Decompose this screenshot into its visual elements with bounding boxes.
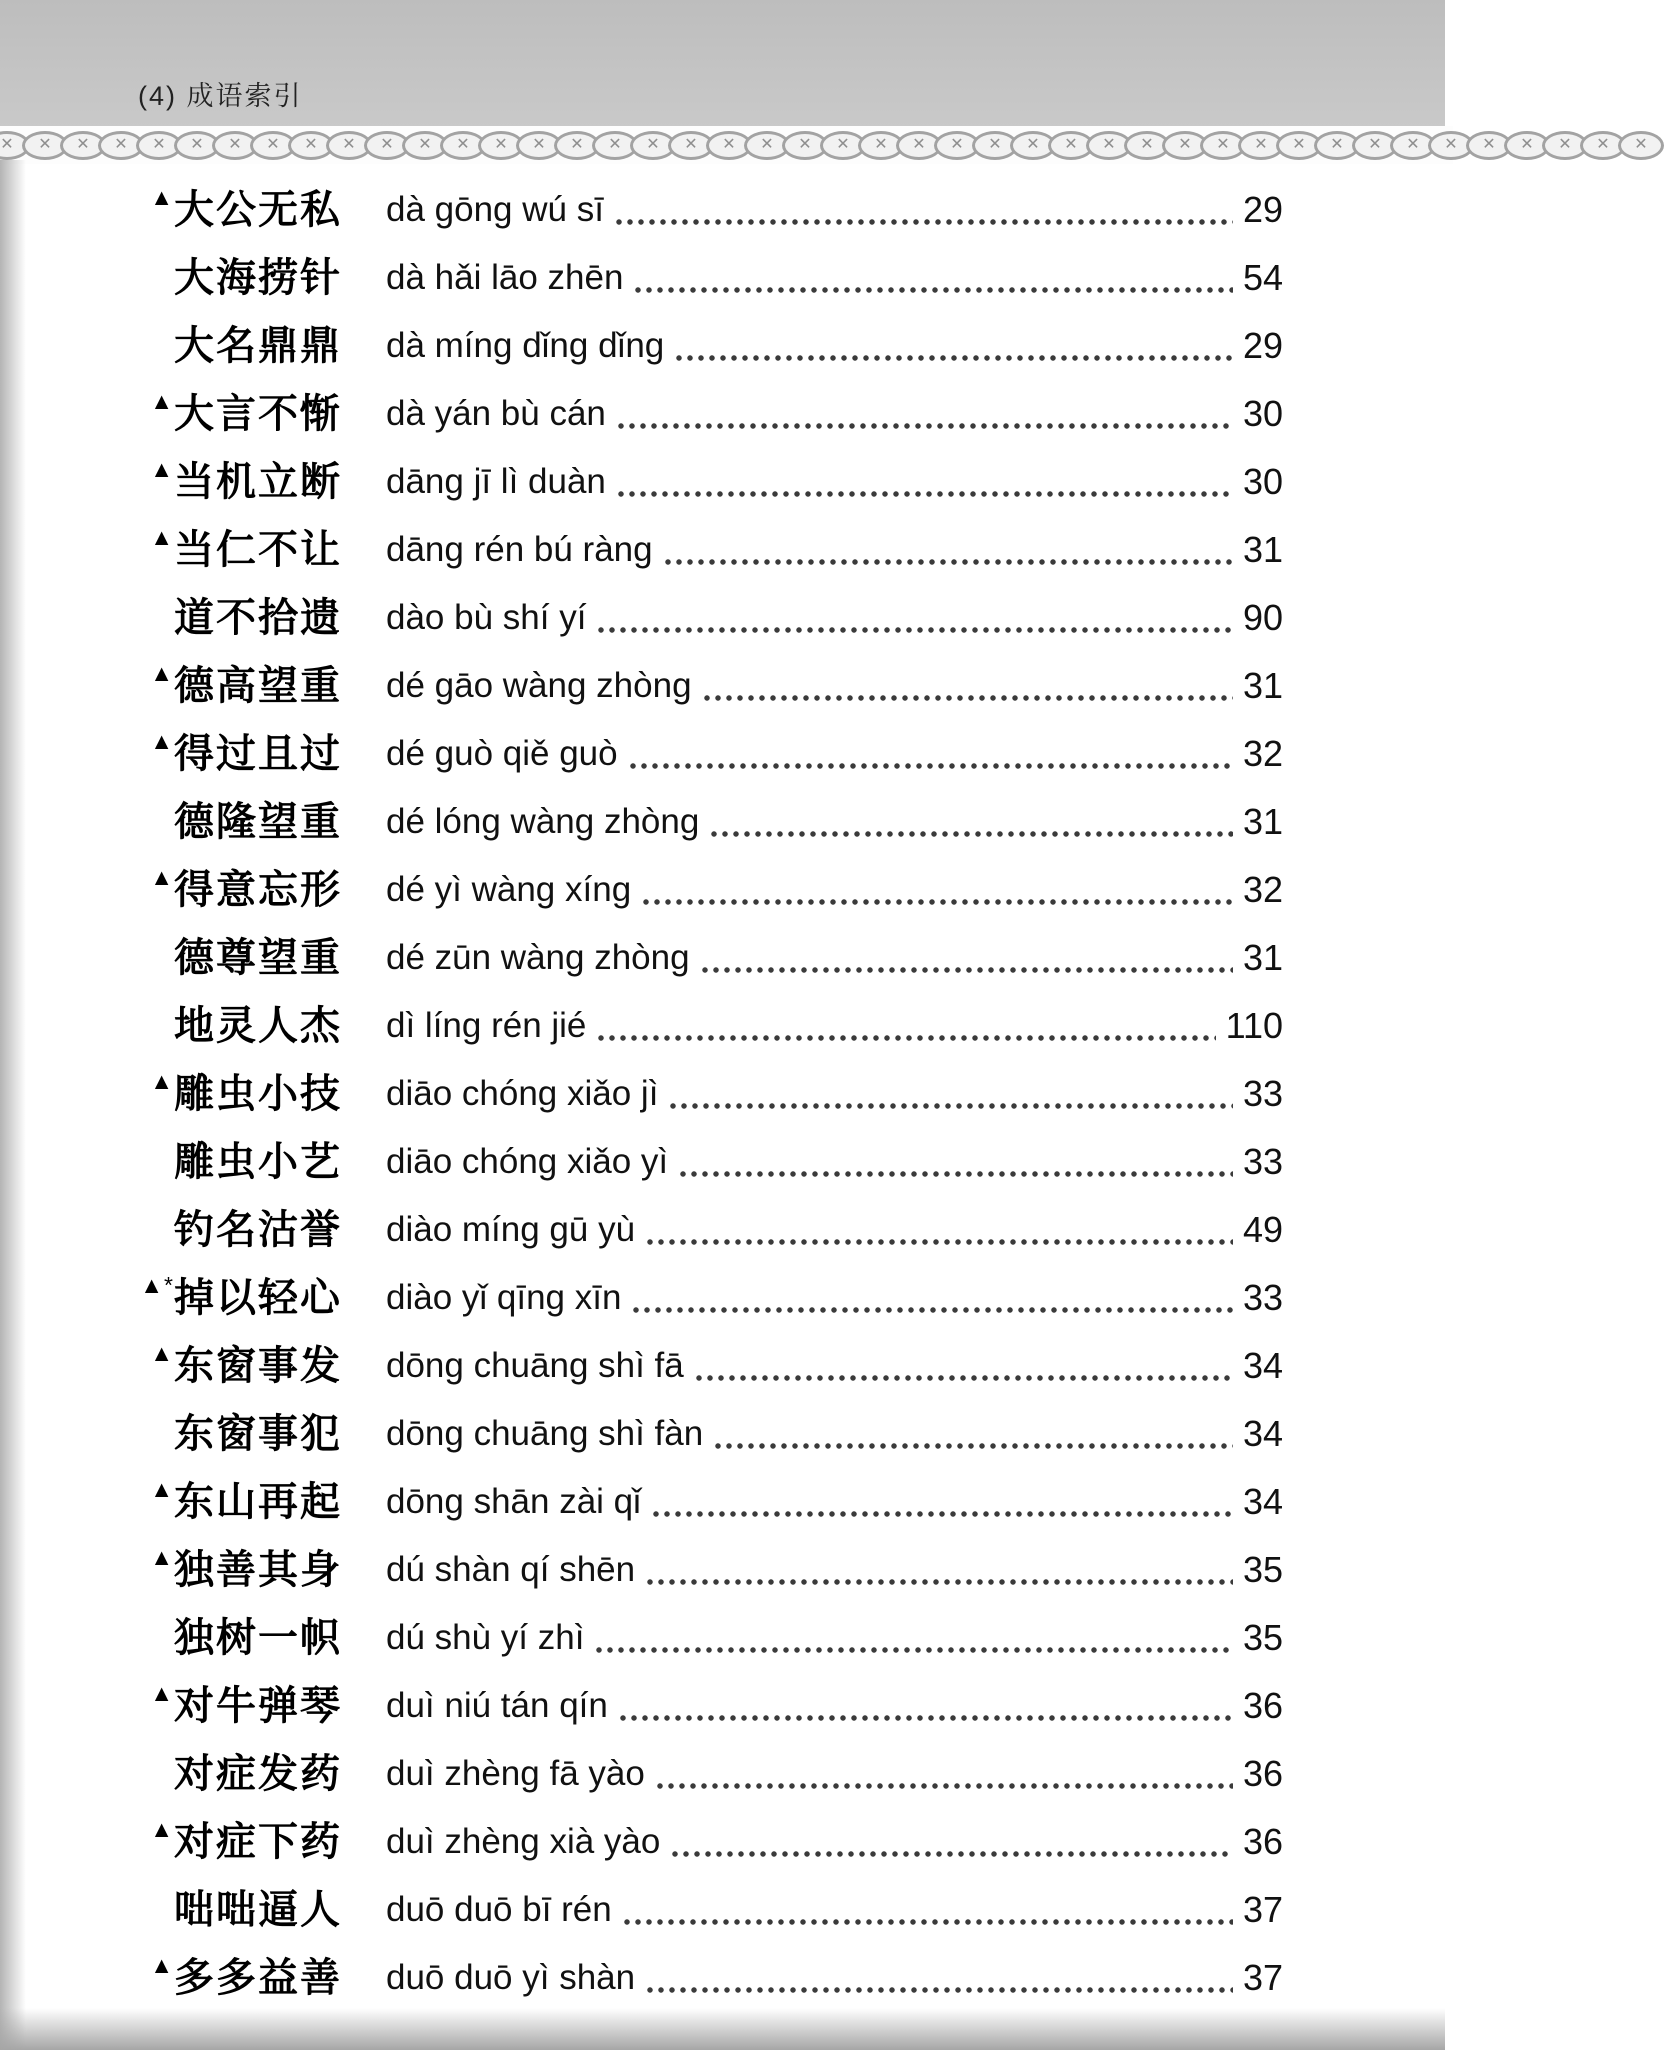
page-number: 36 xyxy=(1242,1821,1283,1862)
idiom-text: 独善其身 xyxy=(174,1548,342,1592)
index-row xyxy=(128,1060,1283,1128)
dot-leader xyxy=(633,1307,1233,1313)
triangle-marker xyxy=(128,1863,174,1931)
triangle-marker: ▲ xyxy=(150,864,174,890)
pinyin-text: dà gōng wú sī xyxy=(386,190,604,229)
chain-link-icon: ✕ xyxy=(1314,131,1360,160)
idiom-text: 得意忘形 xyxy=(174,868,342,912)
page-number: 33 xyxy=(1242,1141,1283,1182)
chain-link-icon: ✕ xyxy=(1428,131,1474,160)
pinyin-text: duì zhèng xià yào xyxy=(386,1822,661,1861)
page-number: 36 xyxy=(1242,1685,1283,1726)
chain-link-icon: ✕ xyxy=(1200,131,1246,160)
chain-link-icon: ✕ xyxy=(1048,131,1094,160)
pinyin-text: dōng shān zài qǐ xyxy=(386,1482,641,1521)
pinyin-text: dāng rén bú ràng xyxy=(386,530,653,569)
index-row xyxy=(128,1740,1283,1808)
page-number: 32 xyxy=(1242,733,1283,774)
chain-link-icon: ✕ xyxy=(782,131,828,160)
chain-link-icon: ✕ xyxy=(1618,131,1664,160)
index-row xyxy=(128,1128,1283,1196)
index-row xyxy=(128,312,1283,380)
idiom-text: 独树一帜 xyxy=(174,1616,342,1660)
chain-link-icon: ✕ xyxy=(250,131,296,160)
triangle-marker: ▲ xyxy=(150,184,174,210)
pinyin-text: dōng chuāng shì fàn xyxy=(386,1414,704,1453)
chain-link-icon: ✕ xyxy=(1542,131,1588,160)
page-number: 54 xyxy=(1242,257,1283,298)
idiom-text: 大名鼎鼎 xyxy=(174,324,342,368)
triangle-marker: ▲ xyxy=(150,1068,174,1094)
chain-link-icon: ✕ xyxy=(1010,131,1056,160)
page-number: 31 xyxy=(1242,529,1283,570)
pinyin-text: dà hǎi lāo zhēn xyxy=(386,258,624,297)
triangle-marker: ▲ xyxy=(150,1340,174,1366)
triangle-marker: ▲ xyxy=(150,388,174,414)
page-number: 90 xyxy=(1242,597,1283,638)
triangle-marker xyxy=(128,1591,174,1659)
triangle-marker: ▲ xyxy=(150,1680,174,1706)
index-row xyxy=(128,652,1283,720)
pinyin-text: diāo chóng xiǎo jì xyxy=(386,1074,659,1113)
triangle-marker xyxy=(128,1183,174,1251)
page-number: 49 xyxy=(1242,1209,1283,1250)
idiom-text: 东山再起 xyxy=(174,1480,342,1524)
pinyin-text: dé zūn wàng zhòng xyxy=(386,938,690,977)
page-number: 31 xyxy=(1242,801,1283,842)
pinyin-text: dì líng rén jié xyxy=(386,1006,587,1045)
idiom-text: 得过且过 xyxy=(174,732,342,776)
dot-leader xyxy=(647,1239,1233,1245)
chain-link-icon: ✕ xyxy=(592,131,638,160)
chain-link-icon: ✕ xyxy=(402,131,448,160)
chain-link-icon: ✕ xyxy=(1580,131,1626,160)
idiom-text: 雕虫小艺 xyxy=(174,1140,342,1184)
page-number: 33 xyxy=(1242,1073,1283,1114)
chain-link-icon: ✕ xyxy=(554,131,600,160)
chain-link-icon: ✕ xyxy=(174,131,220,160)
triangle-marker xyxy=(128,231,174,299)
chain-link-icon: ✕ xyxy=(858,131,904,160)
idiom-text: 多多益善 xyxy=(174,1956,342,2000)
idiom-text: 对症下药 xyxy=(174,1820,342,1864)
index-row xyxy=(128,448,1283,516)
page-number: 33 xyxy=(1242,1277,1283,1318)
page-number: 29 xyxy=(1242,325,1283,366)
triangle-marker: ▲ xyxy=(150,1476,174,1502)
dot-leader xyxy=(672,1851,1233,1857)
triangle-marker xyxy=(128,299,174,367)
triangle-marker: ▲ xyxy=(150,524,174,550)
page-number: 31 xyxy=(1242,665,1283,706)
dot-leader xyxy=(702,967,1233,973)
pinyin-text: dú shù yí zhì xyxy=(386,1618,585,1657)
dot-leader xyxy=(670,1103,1233,1109)
chain-link-icon: ✕ xyxy=(1124,131,1170,160)
pinyin-text: duō duō yì shàn xyxy=(386,1958,636,1997)
chain-link-icon: ✕ xyxy=(516,131,562,160)
pinyin-text: dé guò qiě guò xyxy=(386,734,618,773)
index-row xyxy=(128,244,1283,312)
pinyin-text: duō duō bī rén xyxy=(386,1890,612,1929)
chain-link-icon: ✕ xyxy=(60,131,106,160)
page-number: 35 xyxy=(1242,1549,1283,1590)
triangle-marker: ▲ xyxy=(150,1952,174,1978)
page-number: 30 xyxy=(1242,393,1283,434)
chain-link-icon: ✕ xyxy=(1352,131,1398,160)
dot-leader xyxy=(647,1987,1233,1993)
dot-leader xyxy=(676,355,1233,361)
idiom-text: 大公无私 xyxy=(174,188,342,232)
dot-leader xyxy=(680,1171,1233,1177)
pinyin-text: dé gāo wàng zhòng xyxy=(386,666,692,705)
triangle-marker xyxy=(128,775,174,843)
dot-leader xyxy=(618,423,1233,429)
dot-leader xyxy=(696,1375,1233,1381)
chain-link-icon: ✕ xyxy=(326,131,372,160)
page-number: 30 xyxy=(1242,461,1283,502)
index-row xyxy=(128,1808,1283,1876)
idiom-text: 德高望重 xyxy=(174,664,342,708)
chain-link-icon: ✕ xyxy=(22,131,68,160)
triangle-marker: ▲ xyxy=(150,728,174,754)
dot-leader xyxy=(618,491,1233,497)
chain-link-icon: ✕ xyxy=(1390,131,1436,160)
chain-link-icon: ✕ xyxy=(972,131,1018,160)
chain-link-icon: ✕ xyxy=(1466,131,1512,160)
dot-leader xyxy=(598,1035,1215,1041)
dot-leader xyxy=(630,763,1233,769)
idiom-text: 钓名沽誉 xyxy=(174,1208,342,1252)
chain-link-icon: ✕ xyxy=(820,131,866,160)
chain-link-icon: ✕ xyxy=(478,131,524,160)
index-row xyxy=(128,1400,1283,1468)
chain-link-icon: ✕ xyxy=(0,131,30,160)
triangle-marker xyxy=(128,979,174,1047)
dot-leader xyxy=(635,287,1233,293)
page-edge-bottom-shadow xyxy=(0,2008,1445,2050)
index-row xyxy=(128,1604,1283,1672)
triangle-marker xyxy=(128,911,174,979)
idiom-text: 德尊望重 xyxy=(174,936,342,980)
idiom-text: 大言不惭 xyxy=(174,392,342,436)
page-number: 110 xyxy=(1225,1005,1283,1046)
idiom-text: 掉以轻心 xyxy=(174,1276,342,1320)
idiom-text: 雕虫小技 xyxy=(174,1072,342,1116)
pinyin-text: dé yì wàng xíng xyxy=(386,870,632,909)
index-row xyxy=(128,788,1283,856)
triangle-marker xyxy=(128,1727,174,1795)
idiom-text: 地灵人杰 xyxy=(174,1004,342,1048)
chain-link-icon: ✕ xyxy=(1086,131,1132,160)
chain-link-icon: ✕ xyxy=(744,131,790,160)
dot-leader xyxy=(616,219,1233,225)
dot-leader xyxy=(657,1783,1233,1789)
triangle-marker xyxy=(128,1387,174,1455)
dot-leader xyxy=(624,1919,1233,1925)
pinyin-text: dōng chuāng shì fā xyxy=(386,1346,684,1385)
page-number: 31 xyxy=(1242,937,1283,978)
triangle-marker: ▲ xyxy=(150,456,174,482)
chain-link-icon: ✕ xyxy=(896,131,942,160)
chain-link-icon: ✕ xyxy=(1162,131,1208,160)
index-row xyxy=(128,1672,1283,1740)
triangle-marker: ▲* xyxy=(140,1272,174,1298)
chain-link-icon: ✕ xyxy=(364,131,410,160)
chain-link-icon: ✕ xyxy=(706,131,752,160)
dot-leader xyxy=(711,831,1233,837)
index-row xyxy=(128,992,1283,1060)
triangle-marker xyxy=(128,1115,174,1183)
index-row xyxy=(128,1468,1283,1536)
page-edge-left-shadow xyxy=(0,160,26,2050)
page-title: (4) 成语索引 xyxy=(138,81,303,111)
page-number: 32 xyxy=(1242,869,1283,910)
index-row xyxy=(128,516,1283,584)
page-number: 34 xyxy=(1242,1345,1283,1386)
pinyin-text: duì zhèng fā yào xyxy=(386,1754,645,1793)
idiom-text: 东窗事犯 xyxy=(174,1412,342,1456)
chain-link-icon: ✕ xyxy=(934,131,980,160)
idiom-text: 对症发药 xyxy=(174,1752,342,1796)
idiom-text: 咄咄逼人 xyxy=(174,1888,342,1932)
index-row xyxy=(128,1536,1283,1604)
page-number: 35 xyxy=(1242,1617,1283,1658)
chain-link-icon: ✕ xyxy=(136,131,182,160)
pinyin-text: dà yán bù cán xyxy=(386,394,606,433)
chain-link-icon: ✕ xyxy=(630,131,676,160)
dot-leader xyxy=(704,695,1233,701)
index-row xyxy=(128,1196,1283,1264)
dot-leader xyxy=(598,627,1233,633)
dot-leader xyxy=(665,559,1233,565)
dot-leader xyxy=(653,1511,1233,1517)
index-row xyxy=(128,176,1283,244)
triangle-marker: ▲ xyxy=(150,660,174,686)
dot-leader xyxy=(643,899,1233,905)
idiom-text: 道不拾遗 xyxy=(174,596,342,640)
page-number: 29 xyxy=(1242,189,1283,230)
dot-leader xyxy=(596,1647,1233,1653)
dot-leader xyxy=(647,1579,1233,1585)
pinyin-text: dé lóng wàng zhòng xyxy=(386,802,700,841)
index-row xyxy=(128,1332,1283,1400)
pinyin-text: dú shàn qí shēn xyxy=(386,1550,636,1589)
pinyin-text: diào míng gū yù xyxy=(386,1210,636,1249)
index-row xyxy=(128,380,1283,448)
index-row xyxy=(128,584,1283,652)
chain-link-icon: ✕ xyxy=(212,131,258,160)
pinyin-text: dāng jī lì duàn xyxy=(386,462,606,501)
idiom-text: 大海捞针 xyxy=(174,256,342,300)
index-row xyxy=(128,856,1283,924)
index-row xyxy=(128,1264,1283,1332)
page-number: 34 xyxy=(1242,1481,1283,1522)
chain-link-icon: ✕ xyxy=(288,131,334,160)
triangle-marker xyxy=(128,571,174,639)
pinyin-text: dào bù shí yí xyxy=(386,598,587,637)
chain-link-icon: ✕ xyxy=(1504,131,1550,160)
index-row xyxy=(128,924,1283,992)
dot-leader xyxy=(715,1443,1233,1449)
page-number: 36 xyxy=(1242,1753,1283,1794)
page-number: 37 xyxy=(1242,1957,1283,1998)
index-list xyxy=(128,176,1283,2012)
pinyin-text: duì niú tán qín xyxy=(386,1686,608,1725)
idiom-text: 东窗事发 xyxy=(174,1344,342,1388)
page-number: 34 xyxy=(1242,1413,1283,1454)
chain-link-icon: ✕ xyxy=(440,131,486,160)
index-row xyxy=(128,720,1283,788)
pinyin-text: diāo chóng xiǎo yì xyxy=(386,1142,669,1181)
chain-link-icon: ✕ xyxy=(1238,131,1284,160)
dot-leader xyxy=(620,1715,1233,1721)
triangle-marker: ▲ xyxy=(150,1544,174,1570)
triangle-marker: ▲ xyxy=(150,1816,174,1842)
chain-link-icon: ✕ xyxy=(668,131,714,160)
pinyin-text: diào yǐ qīng xīn xyxy=(386,1278,622,1317)
pinyin-text: dà míng dǐng dǐng xyxy=(386,326,665,365)
idiom-text: 对牛弹琴 xyxy=(174,1684,342,1728)
idiom-text: 当机立断 xyxy=(174,460,342,504)
index-row xyxy=(128,1944,1283,2012)
idiom-text: 德隆望重 xyxy=(174,800,342,844)
chain-link-icon: ✕ xyxy=(98,131,144,160)
index-row xyxy=(128,1876,1283,1944)
chain-border xyxy=(0,126,1648,164)
page-number: 37 xyxy=(1242,1889,1283,1930)
idiom-text: 当仁不让 xyxy=(174,528,342,572)
header-band xyxy=(0,0,1445,128)
chain-link-icon: ✕ xyxy=(1276,131,1322,160)
